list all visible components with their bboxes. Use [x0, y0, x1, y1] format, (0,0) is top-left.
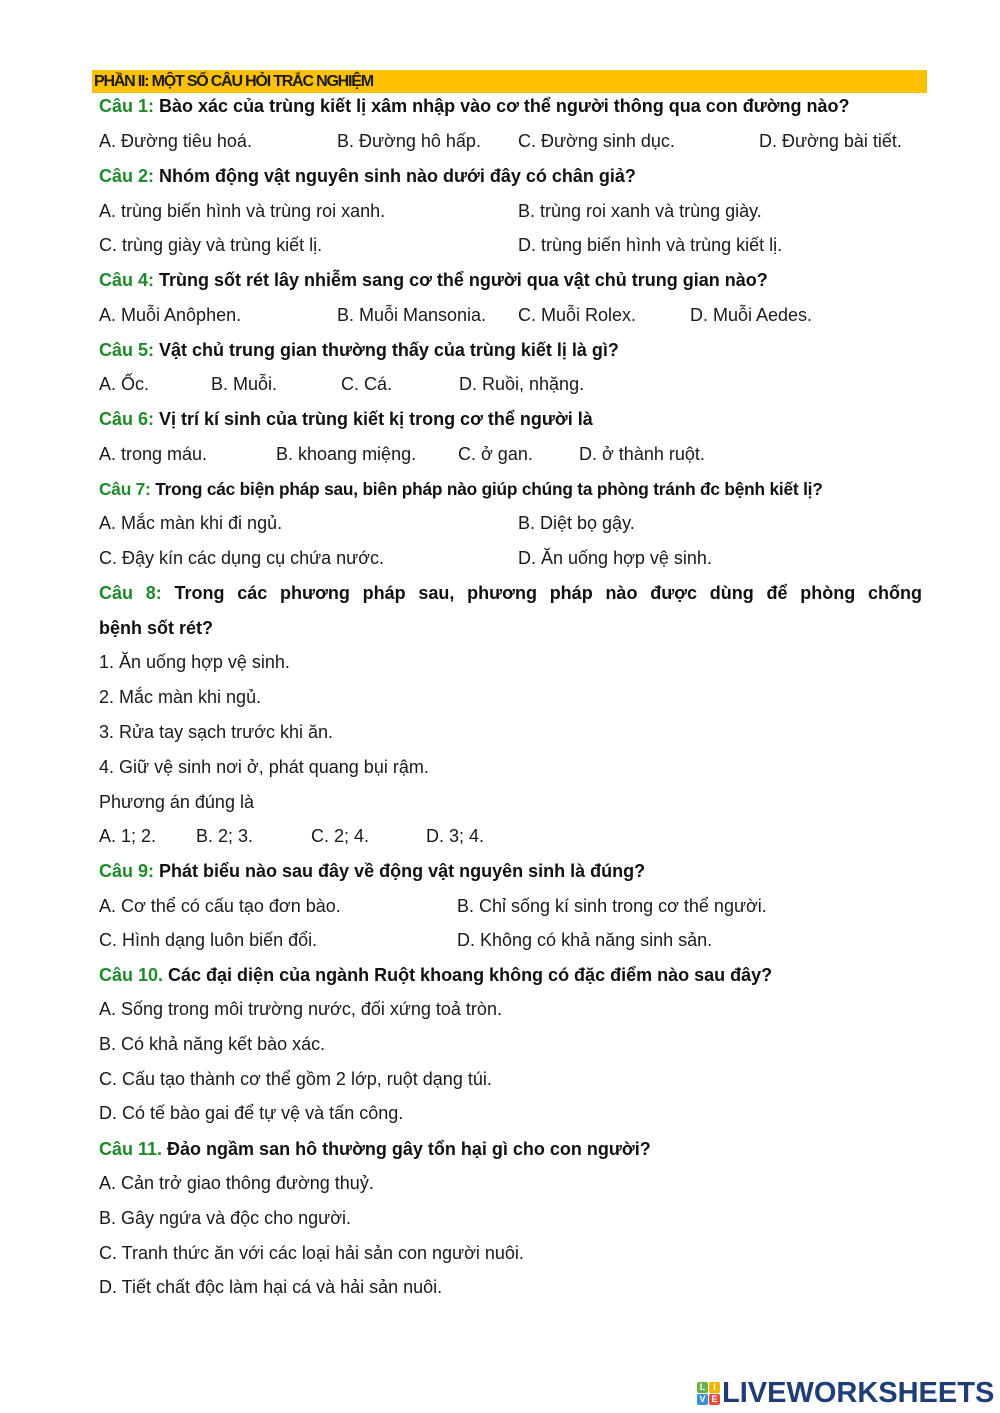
- q9-option-b[interactable]: B. Chỉ sống kí sinh trong cơ thể người.: [457, 896, 767, 916]
- question-8: [99, 582, 922, 604]
- q11-option-a[interactable]: A. Cản trở giao thông đường thuỷ.: [99, 1173, 374, 1193]
- question-label: Câu 10.: [99, 965, 164, 985]
- logo-letter-v: V: [697, 1394, 708, 1405]
- question-label: Câu 4:: [99, 270, 155, 290]
- question-text: Trong các biện pháp sau, biên pháp nào giúp chúng ta phòng tránh đc bệnh kiết lị?: [150, 479, 823, 499]
- q11-option-d[interactable]: D. Tiết chất độc làm hại cá và hải sản nuôi.: [99, 1277, 443, 1297]
- question-2: [99, 165, 636, 187]
- question-text: Trong các phương pháp sau, phương pháp nào được dùng để phòng chống: [161, 583, 922, 603]
- section-title: PHẦN II: MỘT SỐ CÂU HỎI TRẮC NGHIỆM: [94, 73, 373, 90]
- question-text: Vật chủ trung gian thường thấy của trùng kiết lị là gì?: [154, 340, 619, 360]
- q6-option-a[interactable]: A. trong máu.: [99, 444, 208, 464]
- question-label: Câu 9:: [99, 861, 155, 881]
- q5-option-b[interactable]: B. Muỗi.: [211, 374, 278, 394]
- q1-option-b[interactable]: B. Đường hô hấp.: [337, 131, 481, 151]
- q8-prompt: Phương án đúng là: [99, 792, 254, 812]
- question-10: [99, 964, 772, 986]
- q8-item-1: 1. Ăn uống hợp vệ sinh.: [99, 652, 290, 672]
- q9-option-a[interactable]: A. Cơ thể có cấu tạo đơn bào.: [99, 896, 341, 916]
- q7-option-d[interactable]: D. Ăn uống hợp vệ sinh.: [518, 548, 712, 568]
- q8-option-b[interactable]: B. 2; 3.: [196, 826, 254, 846]
- q4-option-b[interactable]: B. Muỗi Mansonia.: [337, 305, 487, 325]
- q1-option-d[interactable]: D. Đường bài tiết.: [759, 131, 902, 151]
- question-label: Câu 1:: [99, 96, 155, 116]
- q8-item-2: 2. Mắc màn khi ngủ.: [99, 687, 262, 707]
- q5-option-c[interactable]: C. Cá.: [341, 374, 393, 394]
- question-label: Câu 6:: [99, 409, 155, 429]
- logo-letter-i: I: [709, 1382, 720, 1393]
- question-11: [99, 1138, 651, 1160]
- q5-option-a[interactable]: A. Ốc.: [99, 374, 150, 394]
- q10-option-b[interactable]: B. Có khả năng kết bào xác.: [99, 1034, 326, 1054]
- q7-option-c[interactable]: C. Đậy kín các dụng cụ chứa nước.: [99, 548, 385, 568]
- q8-option-d[interactable]: D. 3; 4.: [426, 826, 485, 846]
- q4-option-d[interactable]: D. Muỗi Aedes.: [690, 305, 813, 325]
- question-text: Đảo ngầm san hô thường gây tổn hại gì cho con người?: [162, 1139, 651, 1159]
- liveworksheets-logo: [697, 1378, 994, 1408]
- q7-option-a[interactable]: A. Mắc màn khi đi ngủ.: [99, 513, 283, 533]
- q8-option-c[interactable]: C. 2; 4.: [311, 826, 370, 846]
- q11-option-b[interactable]: B. Gây ngứa và độc cho người.: [99, 1208, 352, 1228]
- question-label: Câu 5:: [99, 340, 155, 360]
- q10-option-a[interactable]: A. Sống trong môi trường nước, đối xứng toả tròn.: [99, 999, 502, 1019]
- q2-option-d[interactable]: D. trùng biến hình và trùng kiết lị.: [518, 235, 783, 255]
- q8-item-4: 4. Giữ vệ sinh nơi ở, phát quang bụi rậm.: [99, 757, 429, 777]
- q6-option-d[interactable]: D. ở thành ruột.: [579, 444, 705, 464]
- q5-option-d[interactable]: D. Ruồi, nhặng.: [459, 374, 585, 394]
- question-1: [99, 95, 850, 117]
- question-label: Câu 7:: [99, 479, 151, 499]
- q1-option-c[interactable]: C. Đường sinh dục.: [518, 131, 675, 151]
- logo-text: LIVEWORKSHEETS: [722, 1376, 995, 1409]
- q8-item-3: 3. Rửa tay sạch trước khi ăn.: [99, 722, 333, 742]
- question-9: [99, 860, 645, 882]
- question-text: Bào xác của trùng kiết lị xâm nhập vào cơ thể người thông qua con đường nào?: [154, 96, 850, 116]
- q11-option-c[interactable]: C. Tranh thức ăn với các loại hải sản con người nuôi.: [99, 1243, 524, 1263]
- logo-icon: [697, 1382, 720, 1405]
- q9-option-d[interactable]: D. Không có khả năng sinh sản.: [457, 930, 713, 950]
- question-8-continued: bệnh sốt rét?: [99, 618, 214, 638]
- q4-option-c[interactable]: C. Muỗi Rolex.: [518, 305, 637, 325]
- question-text: Nhóm động vật nguyên sinh nào dưới đây có chân giả?: [154, 166, 636, 186]
- question-label: Câu 8:: [99, 583, 162, 603]
- question-text: Trùng sốt rét lây nhiễm sang cơ thể người qua vật chủ trung gian nào?: [154, 270, 768, 290]
- q4-option-a[interactable]: A. Muỗi Anôphen.: [99, 305, 242, 325]
- question-5: [99, 339, 619, 361]
- logo-letter-l: L: [697, 1382, 708, 1393]
- section-header: [92, 70, 927, 93]
- logo-letter-e: E: [709, 1394, 720, 1405]
- q9-option-c[interactable]: C. Hình dạng luôn biến đổi.: [99, 930, 318, 950]
- question-text: Các đại diện của ngành Ruột khoang không có đặc điểm nào sau đây?: [163, 965, 773, 985]
- q6-option-b[interactable]: B. khoang miệng.: [276, 444, 417, 464]
- question-label: Câu 11.: [99, 1139, 163, 1159]
- q6-option-c[interactable]: C. ở gan.: [458, 444, 533, 464]
- q2-option-b[interactable]: B. trùng roi xanh và trùng giày.: [518, 201, 762, 221]
- q7-option-b[interactable]: B. Diệt bọ gậy.: [518, 513, 635, 533]
- question-4: [99, 269, 768, 291]
- question-7: [99, 478, 823, 500]
- question-text: Vị trí kí sinh của trùng kiết kị trong cơ thể người là: [154, 409, 593, 429]
- q10-option-d[interactable]: D. Có tế bào gai để tự vệ và tấn công.: [99, 1103, 404, 1123]
- q8-option-a[interactable]: A. 1; 2.: [99, 826, 157, 846]
- question-text: Phát biểu nào sau đây về động vật nguyên sinh là đúng?: [154, 861, 646, 881]
- q1-option-a[interactable]: A. Đường tiêu hoá.: [99, 131, 252, 151]
- q10-option-c[interactable]: C. Cấu tạo thành cơ thể gồm 2 lớp, ruột dạng túi.: [99, 1069, 492, 1089]
- question-label: Câu 2:: [99, 166, 155, 186]
- question-6: [99, 408, 593, 430]
- q2-option-a[interactable]: A. trùng biến hình và trùng roi xanh.: [99, 201, 386, 221]
- q2-option-c[interactable]: C. trùng giày và trùng kiết lị.: [99, 235, 323, 255]
